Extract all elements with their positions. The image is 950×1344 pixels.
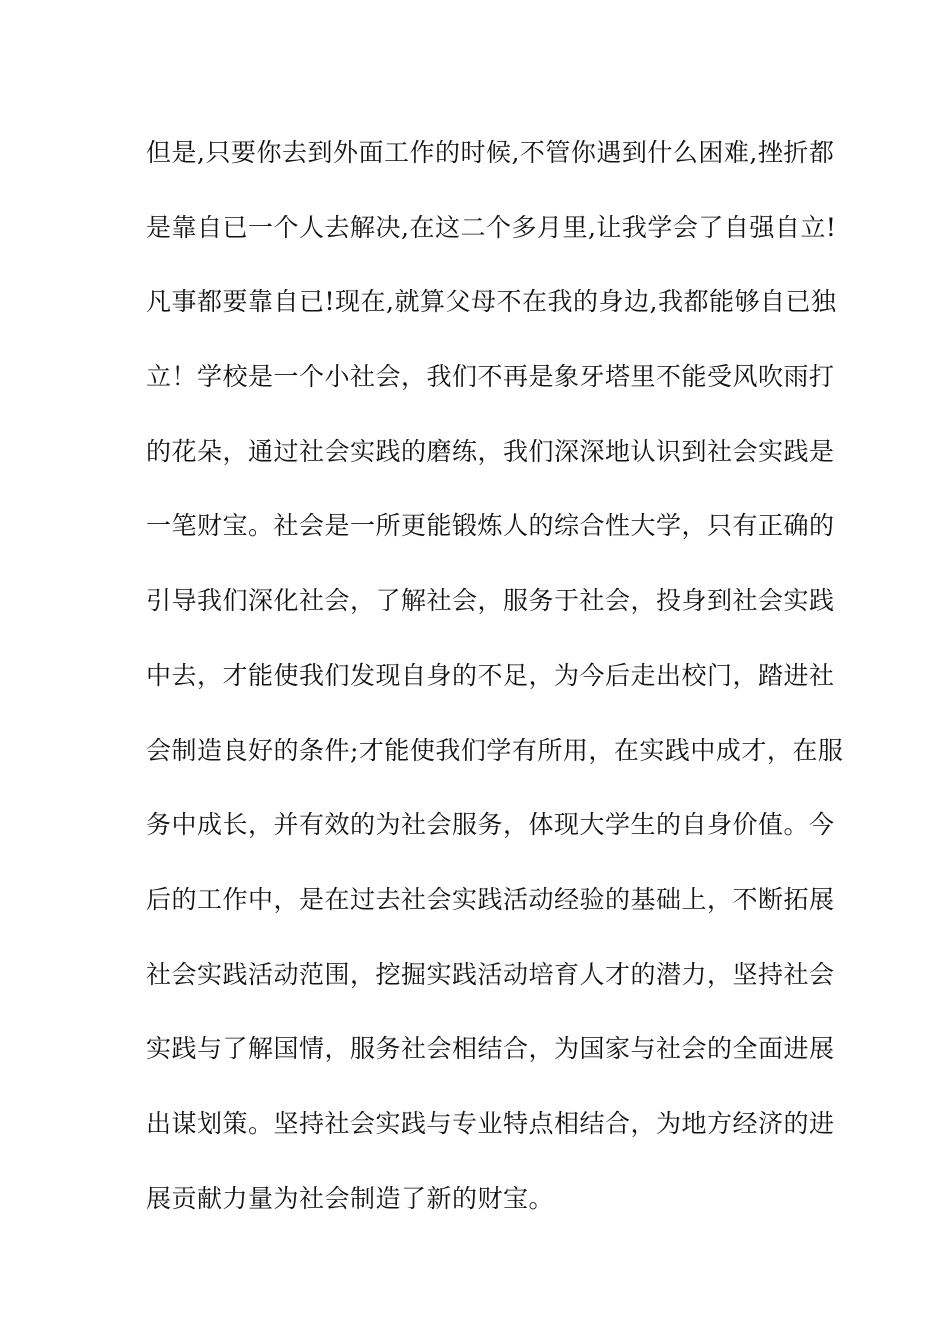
text-line: 凡事都要靠自已!现在,就算父母不在我的身边,我都能够自已独 [146, 287, 837, 317]
text-line: 但是,只要你去到外面工作的时候,不管你遇到什么困难,挫折都 [146, 138, 835, 167]
text-line: 会制造良好的条件;才能使我们学有所用，在实践中成才，在服 [146, 735, 844, 765]
text-line: 是靠自已一个人去解决,在这二个多月里,让我学会了自强自立! [146, 212, 837, 242]
text-line: 的花朵，通过社会实践的磨练，我们深深地认识到社会实践是 [146, 436, 835, 466]
text-line: 后的工作中，是在过去社会实践活动经验的基础上，不断拓展 [146, 884, 835, 914]
text-line: 出谋划策。坚持社会实践与专业特点相结合，为地方经济的进 [146, 1108, 835, 1138]
text-line: 实践与了解国情，服务社会相结合，为国家与社会的全面进展 [146, 1034, 835, 1064]
text-line: 引导我们深化社会，了解社会，服务于社会，投身到社会实践 [146, 586, 835, 616]
text-line: 中去，才能使我们发现自身的不足，为今后走出校门，踏进社 [146, 660, 835, 690]
text-line: 一笔财宝。社会是一所更能锻炼人的综合性大学，只有正确的 [146, 511, 835, 541]
text-line: 立！学校是一个小社会，我们不再是象牙塔里不能受风吹雨打 [146, 362, 835, 392]
body-text [146, 128, 844, 1248]
text-line: 展贡献力量为社会制造了新的财宝。 [146, 1183, 555, 1213]
text-line: 务中成长，并有效的为社会服务，体现大学生的自身价值。今 [146, 810, 835, 840]
text-line: 社会实践活动范围，挖掘实践活动培育人才的潜力，坚持社会 [146, 959, 835, 989]
